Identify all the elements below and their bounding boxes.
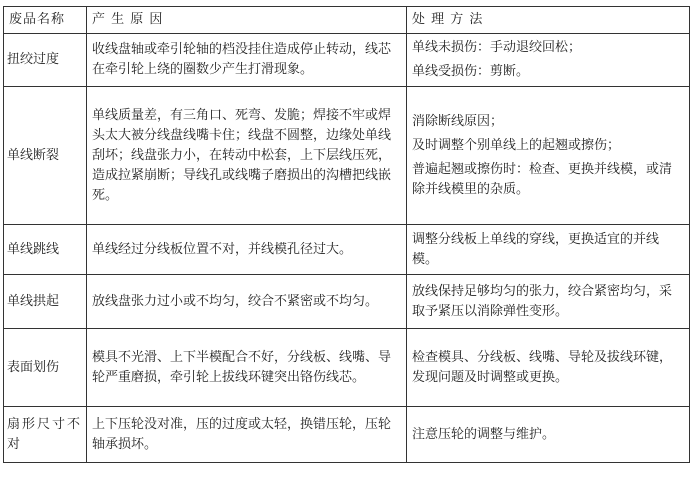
table-row bbox=[4, 87, 690, 225]
table-row bbox=[4, 34, 690, 87]
defect-remedy bbox=[407, 34, 690, 87]
defect-remedy bbox=[407, 225, 690, 275]
defect-remedy bbox=[407, 275, 690, 329]
defect-name: 表面划伤 bbox=[4, 329, 87, 407]
defect-name: 扇形尺寸不对 bbox=[4, 407, 87, 463]
remedy-line: 及时调整个别单线上的起翘或擦伤； bbox=[412, 137, 621, 153]
remedy-line: 消除断线原因； bbox=[412, 113, 504, 129]
defect-cause: 收线盘轴或牵引轮轴的档没挂住造成停止转动，线芯在牵引轮上绕的圈数少产生打滑现象。 bbox=[87, 34, 407, 87]
remedy-line: 调整分线板上单线的穿线，更换适宜的并线模。 bbox=[412, 231, 660, 267]
defect-cause: 单线经过分线板位置不对，并线模孔径过大。 bbox=[87, 225, 407, 275]
remedy-line: 检查模具、分线板、线嘴、导轮及拔线环键，发现问题及时调整或更换。 bbox=[412, 349, 673, 385]
remedy-line: 单线受损伤：剪断。 bbox=[412, 64, 530, 79]
remedy-line: 放线保持足够均匀的张力，绞合紧密均匀，采取予紧压以消除弹性变形。 bbox=[412, 283, 673, 319]
defect-table bbox=[3, 6, 690, 463]
header-cause: 产 生 原 因 bbox=[87, 7, 407, 34]
table-row bbox=[4, 275, 690, 329]
remedy-line: 注意压轮的调整与维护。 bbox=[412, 426, 556, 442]
defect-name: 单线跳线 bbox=[4, 225, 87, 275]
header-remedy: 处 理 方 法 bbox=[407, 7, 690, 34]
defect-remedy bbox=[407, 329, 690, 407]
defect-cause: 模具不光滑、上下半模配合不好，分线板、线嘴、导轮严重磨损，牵引轮上拔线环键突出铬伤线芯。 bbox=[87, 329, 407, 407]
header-defect-name: 废品名称 bbox=[4, 7, 87, 34]
defect-remedy bbox=[407, 407, 690, 463]
table-header-row bbox=[4, 7, 690, 34]
table-row bbox=[4, 407, 690, 463]
table-row bbox=[4, 329, 690, 407]
defect-cause: 上下压轮没对准，压的过度或太轻，换错压轮，压轮轴承损坏。 bbox=[87, 407, 407, 463]
defect-name: 单线拱起 bbox=[4, 275, 87, 329]
defect-remedy bbox=[407, 87, 690, 225]
defect-cause: 放线盘张力过小或不均匀，绞合不紧密或不均匀。 bbox=[87, 275, 407, 329]
table-row bbox=[4, 225, 690, 275]
remedy-line: 单线未损伤：手动退绞回松； bbox=[412, 40, 582, 55]
remedy-line: 普遍起翘或擦伤时：检查、更换并线模，或清除并线模里的杂质。 bbox=[412, 161, 673, 197]
defect-name: 扭绞过度 bbox=[4, 34, 87, 87]
defect-name: 单线断裂 bbox=[4, 87, 87, 225]
defect-cause: 单线质量差，有三角口、死弯、发脆；焊接不牢或焊头太大被分线盘线嘴卡住；线盘不圆整，边缘处单线刮坏；线盘张力小，在转动中松套，上下层线压死，造成拉紧崩断；导线孔或线嘴子磨损出的沟槽把线嵌死。 bbox=[87, 87, 407, 225]
